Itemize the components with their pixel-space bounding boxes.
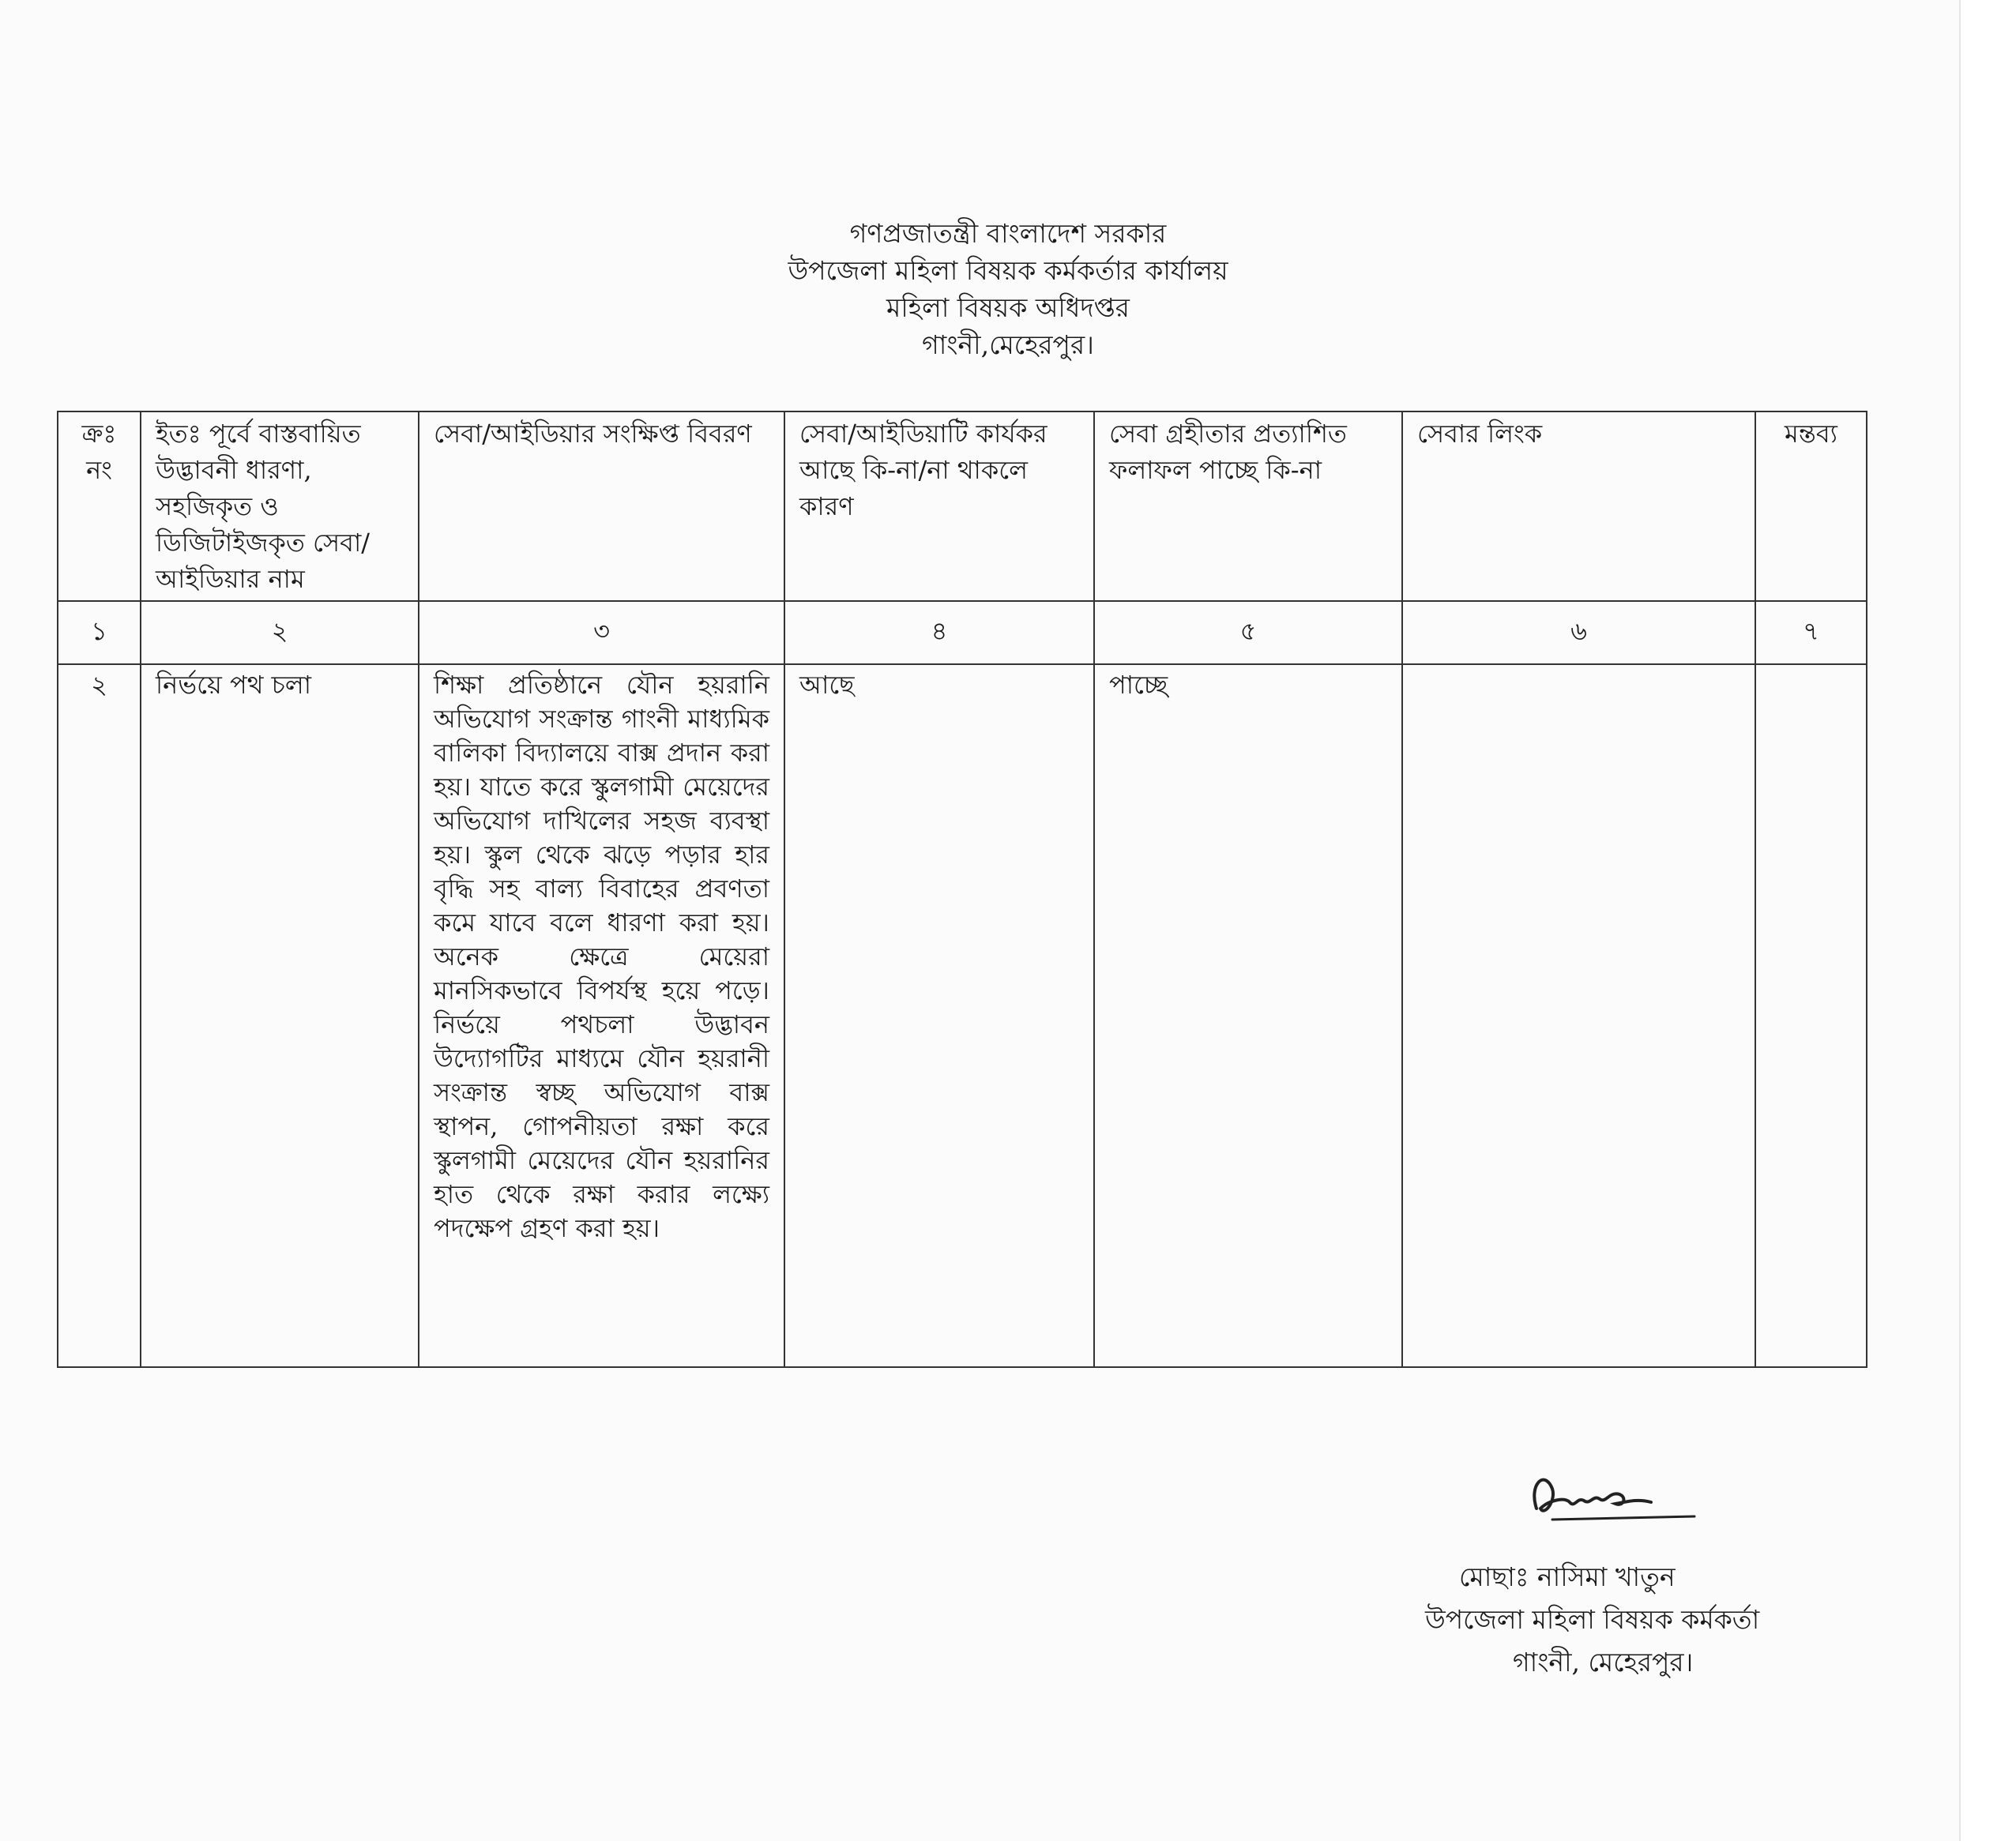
document-header <box>0 215 2016 363</box>
column-number: ২ <box>141 601 419 664</box>
handwritten-signature <box>1521 1453 1702 1540</box>
signatory-designation: উপজেলা মহিলা বিষয়ক কর্মকর্তা <box>1425 1604 1760 1635</box>
row-active-status: আছে <box>784 664 1094 1367</box>
row-remarks <box>1755 664 1867 1367</box>
column-number: ৪ <box>784 601 1094 664</box>
signatory-name: মোছাঃ নাসিমা খাতুন <box>1459 1561 1676 1592</box>
header-department: মহিলা বিষয়ক অধিদপ্তর <box>886 292 1130 323</box>
header-serial: ক্রঃ নং <box>58 411 141 601</box>
table-row <box>58 664 1867 1367</box>
signatory-location: গাংনী, মেহেরপুর। <box>1513 1647 1694 1678</box>
row-service-link <box>1402 664 1755 1367</box>
table-header-row <box>58 411 1867 601</box>
row-description: শিক্ষা প্রতিষ্ঠানে যৌন হয়রানি অভিযোগ সংক্রান্ত গাংনী মাধ্যমিক বালিকা বিদ্যালয়ে বাক্স প্রদান করা হয়। যাতে করে স্কুলগামী মেয়েদের অভিযোগ দাখিলের সহজ ব্যবস্থা হয়। স্কুল থেকে ঝড়ে পড়ার হার বৃদ্ধি সহ বাল্য বিবাহের প্রবণতা কমে যাবে বলে ধারণা করা হয়। অনেক ক্ষেত্রে মেয়েরা মানসিকভাবে বিপর্যস্থ হয়ে পড়ে। নির্ভয়ে পথচলা উদ্ভাবন উদ্যোগটির মাধ্যমে যৌন হয়রানী সংক্রান্ত স্বচ্ছ অভিযোগ বাক্স স্থাপন, গোপনীয়তা রক্ষা করে স্কুলগামী মেয়েদের যৌন হয়রানির হাত থেকে রক্ষা করার লক্ষ্যে পদক্ষেপ গ্রহণ করা হয়। <box>419 664 784 1367</box>
header-location: গাংনী,মেহেরপুর। <box>922 329 1094 360</box>
header-office: উপজেলা মহিলা বিষয়ক কর্মকর্তার কার্যালয় <box>788 255 1228 286</box>
header-outcome: সেবা গ্রহীতার প্রত্যাশিত ফলাফল পাচ্ছে কি-না <box>1094 411 1402 601</box>
column-number: ৫ <box>1094 601 1402 664</box>
column-number-row <box>58 601 1867 664</box>
header-remarks: মন্তব্য <box>1755 411 1867 601</box>
column-number: ৭ <box>1755 601 1867 664</box>
header-service-link: সেবার লিংক <box>1402 411 1755 601</box>
header-idea-name: ইতঃ পূর্বে বাস্তবায়িত উদ্ভাবনী ধারণা, সহজিকৃত ও ডিজিটাইজকৃত সেবা/আইডিয়ার নাম <box>141 411 419 601</box>
row-outcome: পাচ্ছে <box>1094 664 1402 1367</box>
row-serial: ২ <box>58 664 141 1367</box>
header-active-status: সেবা/আইডিয়াটি কার্যকর আছে কি-না/না থাকলে কারণ <box>784 411 1094 601</box>
innovation-table <box>57 411 1867 1368</box>
column-number: ৬ <box>1402 601 1755 664</box>
column-number: ৩ <box>419 601 784 664</box>
column-number: ১ <box>58 601 141 664</box>
header-government: গণপ্রজাতন্ত্রী বাংলাদেশ সরকার <box>849 218 1167 249</box>
header-description: সেবা/আইডিয়ার সংক্ষিপ্ত বিবরণ <box>419 411 784 601</box>
row-idea-name: নির্ভয়ে পথ চলা <box>141 664 419 1367</box>
